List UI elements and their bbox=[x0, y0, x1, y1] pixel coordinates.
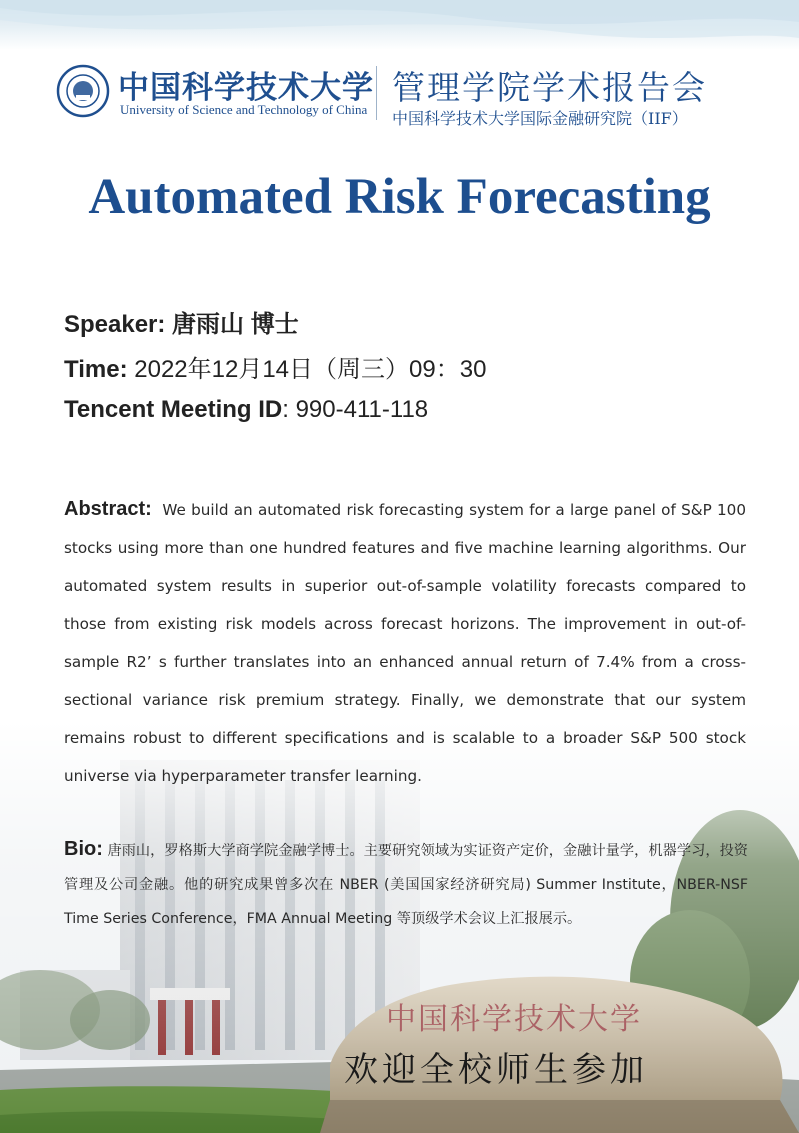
time-label: Time: bbox=[64, 356, 128, 383]
time-line bbox=[64, 349, 486, 384]
bio-text: 唐雨山，罗格斯大学商学院金融学博士。主要研究领域为实证资产定价，金融计量学，机器学习，投资管理及公司金融。他的研究成果曾多次在 NBER (美国国家经济研究局) Summer Institute，NBER-NSF Time Series Conference，FMA Annual Meeting 等顶级学术会议上汇报展示。 bbox=[64, 843, 748, 927]
time-value: 2022年12月14日（周三）09：30 bbox=[127, 356, 487, 383]
talk-title: Automated Risk Forecasting bbox=[88, 169, 711, 225]
bio-section bbox=[64, 832, 748, 936]
speaker-line bbox=[64, 304, 299, 339]
abstract-section bbox=[64, 490, 746, 795]
welcome-text: 欢迎全校师生参加 bbox=[344, 1050, 648, 1090]
institute-name: 中国科学技术大学国际金融研究院（IIF） bbox=[392, 109, 688, 128]
meeting-label: Tencent Meeting ID bbox=[64, 396, 283, 423]
bio-label: Bio: bbox=[64, 838, 103, 860]
meeting-line bbox=[64, 396, 428, 424]
lecture-series-title: 管理学院学术报告会 bbox=[392, 68, 707, 107]
abstract-text: We build an automated risk forecasting system for a large panel of S&P 100 stocks using more than one hundred features and five machine learning algorithms. Our automated system results in superior out-of-sample volatility forecasts compared to those from existing risk models across forecast horizons. The improvement in out-of-sample R2’ s further translates into an enhanced annual return of 7.4% from a cross-sectional variance risk premium strategy. Finally, we demonstrate that our system remains robust to different specifications and is scalable to a broader S&P 500 stock universe via hyperparameter transfer learning. bbox=[64, 501, 747, 785]
abstract-label: Abstract: bbox=[64, 498, 152, 520]
speaker-value: 唐雨山 博士 bbox=[165, 311, 299, 338]
speaker-label: Speaker: bbox=[64, 311, 166, 338]
stone-inscription: 中国科学技术大学 bbox=[386, 1002, 642, 1037]
university-name-cn: 中国科学技术大学 bbox=[118, 70, 374, 106]
header-wave-decoration bbox=[0, 0, 799, 60]
university-seal-icon bbox=[56, 64, 110, 118]
meeting-value: : 990-411-118 bbox=[282, 396, 429, 423]
university-name-en: University of Science and Technology of China bbox=[120, 102, 368, 117]
header-divider bbox=[376, 66, 377, 120]
